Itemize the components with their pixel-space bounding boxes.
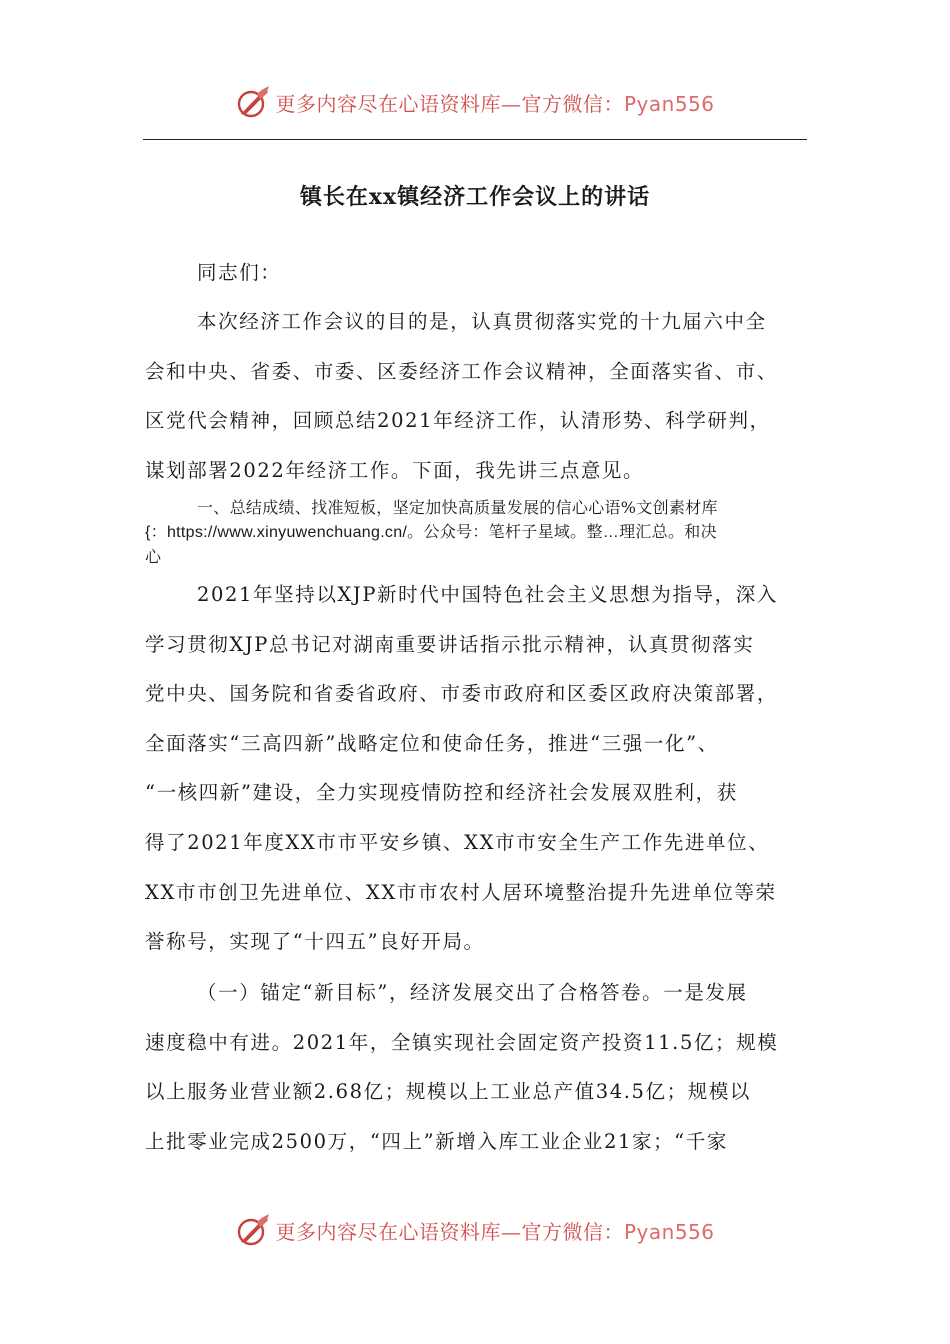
header-watermark — [0, 80, 950, 124]
text-line: 党中央、国务院和省委省政府、市委市政府和区委区政府决策部署， — [145, 682, 779, 706]
paragraph-economy — [145, 968, 809, 1166]
text-line: 上批零业完成2500万，“四上”新增入库工业企业21家；“千家 — [145, 1129, 728, 1153]
text-line: 会和中央、省委、市委、区委经济工作会议精神，全面落实省、市、 — [145, 359, 779, 383]
document-title: 镇长在xx镇经济工作会议上的讲话 — [299, 184, 651, 210]
greeting-line: 同志们： — [197, 261, 282, 284]
text-line: 得了2021年度XX市市平安乡镇、XX市市安全生产工作先进单位、 — [145, 830, 770, 854]
text-line: “一核四新”建设，全力实现疫情防控和经济社会发展双胜利，获 — [145, 781, 738, 805]
quill-logo-icon — [235, 1212, 271, 1248]
quill-logo-icon — [235, 84, 271, 120]
text-line: 誉称号，实现了“十四五”良好开局。 — [145, 930, 485, 954]
text-line: （一）锚定“新目标”，经济发展交出了合格答卷。一是发展 — [197, 981, 748, 1004]
watermark-text: 更多内容尽在心语资料库—官方微信： — [275, 91, 624, 116]
section-heading-1 — [145, 496, 809, 570]
text-line: 学习贯彻XJP总书记对湖南重要讲话指示批示精神，认真贯彻落实 — [145, 632, 755, 656]
paragraph-achievements — [145, 570, 809, 967]
heading-line: 一、总结成绩、找准短板，坚定加快高质量发展的信心心语%文创素材库 — [197, 498, 718, 517]
text-line: 速度稳中有进。2021年，全镇实现社会固定资产投资11.5亿；规模 — [145, 1030, 779, 1054]
heading-line: {：https://www.xinyuwenchuang.cn/。公众号：笔杆子星域。整…理汇总。和决 — [145, 523, 717, 541]
text-line: 本次经济工作会议的目的是，认真贯彻落实党的十九届六中全 — [197, 310, 767, 333]
text-line: XX市市创卫先进单位、XX市市农村人居环境整治提升先进单位等荣 — [145, 880, 777, 904]
watermark-text: 更多内容尽在心语资料库—官方微信： — [275, 1219, 624, 1244]
heading-line: 心 — [145, 547, 162, 566]
footer-watermark — [0, 1208, 950, 1252]
wechat-id: Pyan556 — [623, 91, 715, 116]
paragraph-intro — [145, 297, 809, 495]
text-line: 区党代会精神，回顾总结2021年经济工作，认清形势、科学研判， — [145, 409, 771, 433]
wechat-id: Pyan556 — [623, 1219, 715, 1244]
text-line: 2021年坚持以XJP新时代中国特色社会主义思想为指导，深入 — [197, 583, 778, 606]
greeting — [145, 248, 809, 298]
text-line: 谋划部署2022年经济工作。下面，我先讲三点意见。 — [145, 458, 645, 482]
text-line: 以上服务业营业额2.68亿；规模以上工业总产值34.5亿；规模以 — [145, 1080, 752, 1104]
text-line: 全面落实“三高四新”战略定位和使命任务，推进“三强一化”、 — [145, 731, 719, 755]
header-divider — [143, 139, 807, 140]
